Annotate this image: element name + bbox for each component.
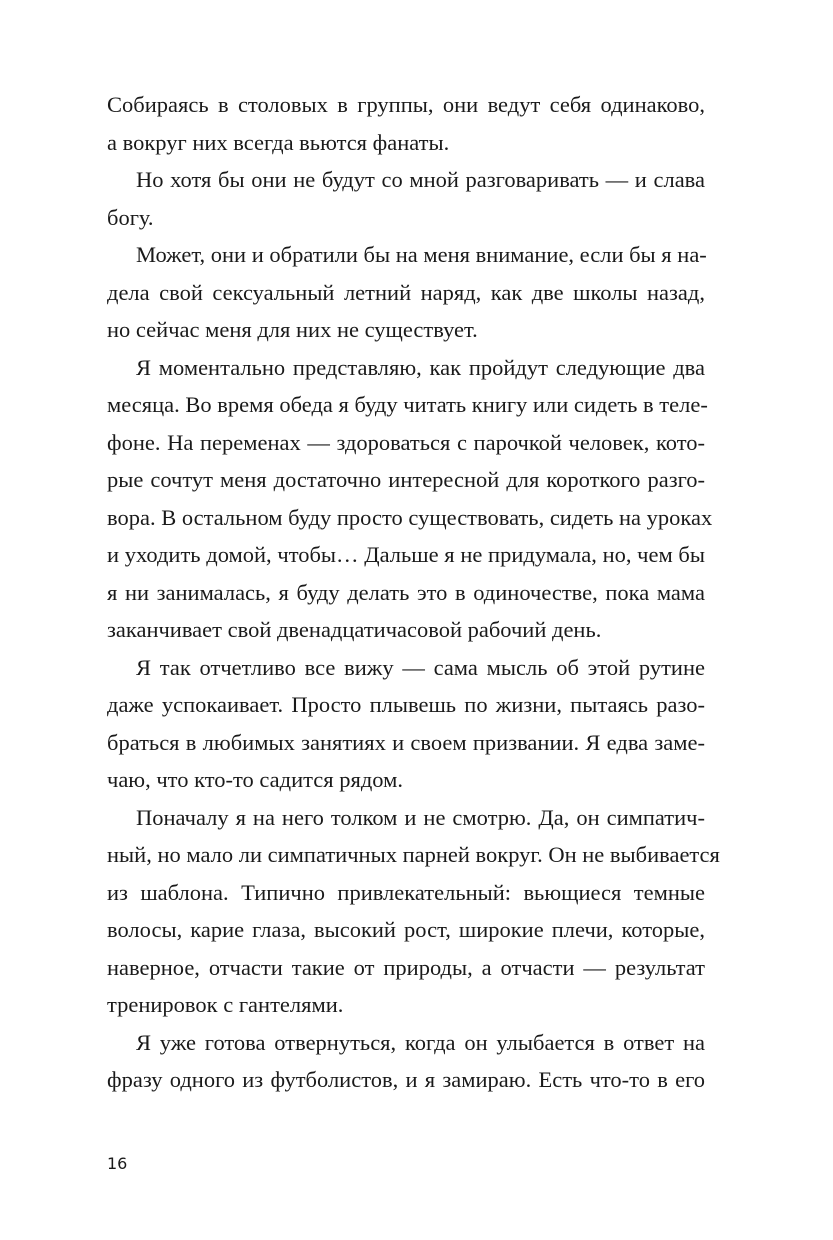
text-line: даже успокаивает. Просто плывешь по жизни, пытаясь разо- <box>107 692 705 717</box>
text-line: Поначалу я на него толком и не смотрю. Да, он симпатич- <box>136 804 705 830</box>
text-line: дела свой сексуальный летний наряд, как две школы назад, <box>107 279 705 305</box>
text-line: ный, но мало ли симпатичных парней вокруг. Он не выбивается <box>107 842 720 867</box>
text-line: фразу одного из футболистов, и я замираю. Есть что-то в его <box>107 1067 705 1092</box>
text-line: наверное, отчасти такие от природы, а отчасти — результат <box>107 954 705 980</box>
text-line: вора. В остальном буду просто существовать, сидеть на уроках <box>107 504 713 530</box>
page-number: 16 <box>107 1154 128 1173</box>
text-line: рые сочтут меня достаточно интересной для короткого разго- <box>107 467 705 492</box>
text-line: чаю, что кто-то садится рядом. <box>107 767 403 792</box>
text-line: я ни занималась, я буду делать это в одиночестве, пока мама <box>107 579 705 605</box>
text-line: а вокруг них всегда вьются фанаты. <box>107 129 450 155</box>
text-line: браться в любимых занятиях и своем призвании. Я едва заме- <box>107 729 705 755</box>
text-line: богу. <box>107 204 154 230</box>
text-line: Я так отчетливо все вижу — сама мысль об этой рутине <box>136 654 705 680</box>
text-line: волосы, карие глаза, высокий рост, широкие плечи, которые, <box>107 917 705 942</box>
text-line: тренировок с гантелями. <box>107 992 344 1017</box>
text-line: Может, они и обратили бы на меня внимание, если бы я на- <box>136 242 707 267</box>
text-line: Собираясь в столовых в группы, они ведут себя одинаково, <box>107 92 705 117</box>
text-line: но сейчас меня для них не существует. <box>107 317 478 342</box>
text-line: Но хотя бы они не будут со мной разговаривать — и слава <box>136 167 705 192</box>
text-line: Я уже готова отвернуться, когда он улыбается в ответ на <box>136 1029 705 1055</box>
text-line: заканчивает свой двенадцатичасовой рабочий день. <box>107 617 602 642</box>
text-line: Я моментально представляю, как пройдут следующие два <box>136 354 705 380</box>
text-line: фоне. На переменах — здороваться с парочкой человек, кото- <box>107 429 705 455</box>
body-text <box>107 86 720 1099</box>
text-line: месяца. Во время обеда я буду читать книгу или сидеть в теле- <box>107 392 708 417</box>
text-line: из шаблона. Типично привлекательный: вьющиеся темные <box>107 879 705 905</box>
text-line: и уходить домой, чтобы… Дальше я не придумала, но, чем бы <box>107 542 705 567</box>
